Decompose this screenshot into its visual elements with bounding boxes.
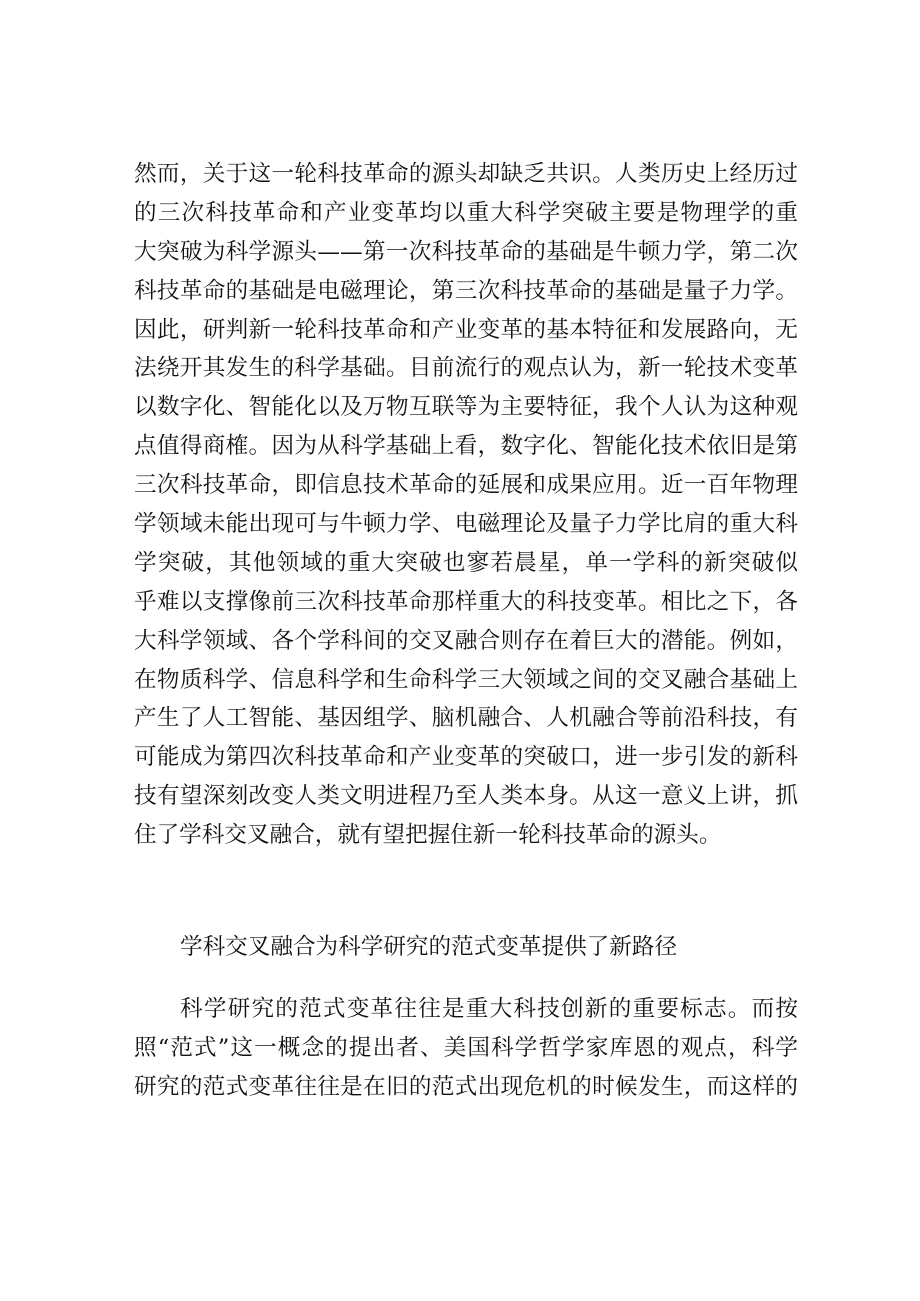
paragraph-1-line: 法绕开其发生的科学基础。目前流行的观点认为，新一轮技术变革 <box>134 355 798 382</box>
paragraph-1-line: 然而，关于这一轮科技革命的源头却缺乏共识。人类历史上经历过 <box>134 161 798 187</box>
paragraph-2-line: 科学研究的范式变革往往是重大科技创新的重要标志。而按 <box>180 996 798 1022</box>
paragraph-1-line: 点值得商榷。因为从科学基础上看，数字化、智能化技术依旧是第 <box>134 433 798 460</box>
paragraph-2-line: 研究的范式变革往往是在旧的范式出现危机的时候发生，而这样的 <box>134 1073 798 1100</box>
paragraph-1-line: 技有望深刻改变人类文明进程乃至人类本身。从这一意义上讲，抓 <box>134 783 798 810</box>
paragraph-1 <box>134 155 798 855</box>
paragraph-1-line: 产生了人工智能、基因组学、脑机融合、人机融合等前沿科技，有 <box>134 705 798 732</box>
paragraph-1-line: 大科学领域、各个学科间的交叉融合则存在着巨大的潜能。例如， <box>134 627 798 654</box>
paragraph-1-line: 以数字化、智能化以及万物互联等为主要特征，我个人认为这种观 <box>134 394 798 421</box>
paragraph-1-line: 三次科技革命，即信息技术革命的延展和成果应用。近一百年物理 <box>134 472 798 499</box>
paragraph-1-line: 大突破为科学源头——第一次科技革命的基础是牛顿力学，第二次 <box>134 238 798 265</box>
paragraph-1-line: 科技革命的基础是电磁理论，第三次科技革命的基础是量子力学。 <box>134 277 798 304</box>
paragraph-1-line: 学领域未能出现可与牛顿力学、电磁理论及量子力学比肩的重大科 <box>134 511 798 538</box>
section-heading: 学科交叉融合为科学研究的范式变革提供了新路径 <box>180 934 678 960</box>
paragraph-1-line: 乎难以支撑像前三次科技革命那样重大的科技变革。相比之下，各 <box>134 588 798 615</box>
paragraph-2-line: 照“范式”这一概念的提出者、美国科学哲学家库恩的观点，科学 <box>134 1034 798 1061</box>
paragraph-1-line: 的三次科技革命和产业变革均以重大科学突破主要是物理学的重 <box>134 199 798 226</box>
paragraph-2 <box>134 990 798 1107</box>
paragraph-1-line: 住了学科交叉融合，就有望把握住新一轮科技革命的源头。 <box>134 822 722 849</box>
paragraph-1-line: 可能成为第四次科技革命和产业变革的突破口，进一步引发的新科 <box>134 744 798 771</box>
paragraph-1-line: 因此，研判新一轮科技革命和产业变革的基本特征和发展路向，无 <box>134 316 798 343</box>
paragraph-1-line: 学突破，其他领域的重大突破也寥若晨星，单一学科的新突破似 <box>134 549 798 576</box>
paragraph-1-line: 在物质科学、信息科学和生命科学三大领域之间的交叉融合基础上 <box>134 666 798 693</box>
